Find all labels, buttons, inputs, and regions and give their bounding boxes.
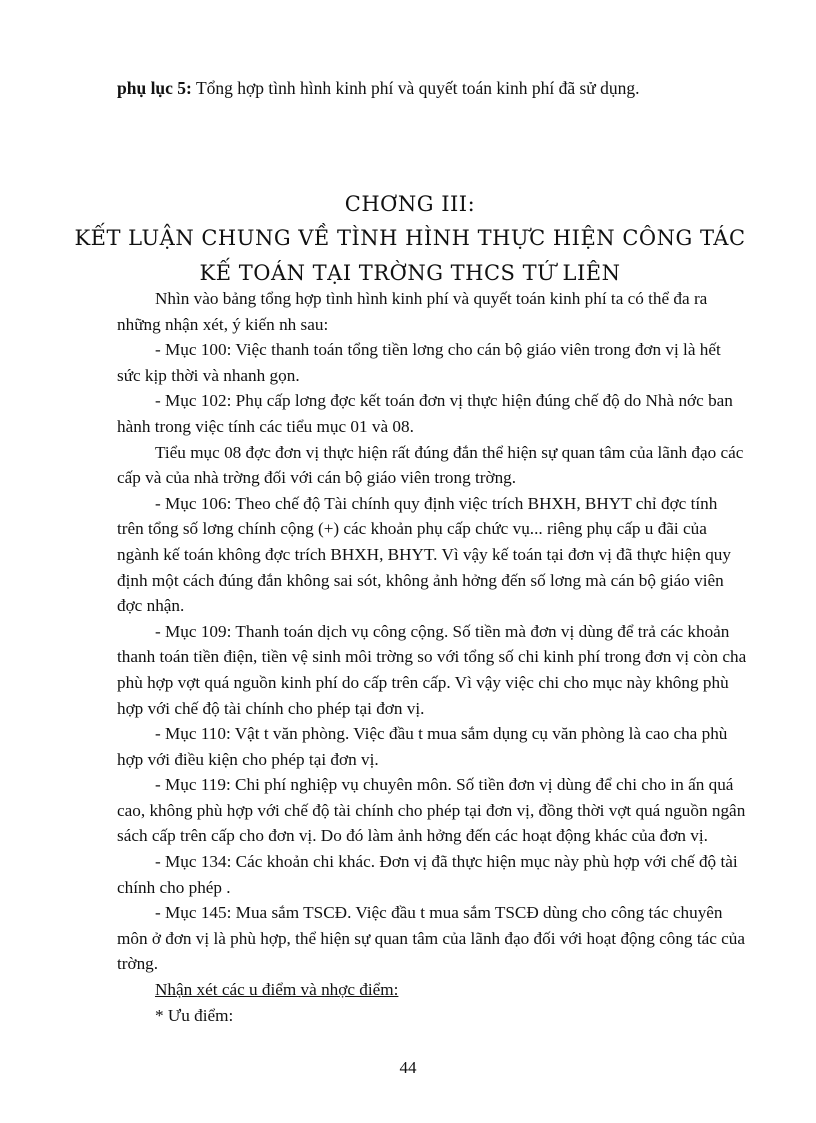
paragraph-muc-134: - Mục 134: Các khoản chi khác. Đơn vị đã thực hiện mục này phù hợp với chế độ tài chính cho phép .: [117, 852, 738, 897]
body-text: [117, 286, 747, 1028]
paragraph-muc-102: - Mục 102: Phụ cấp lơng đợc kết toán đơn vị thực hiện đúng chế độ do Nhà nớc ban hành trong việc tính các tiểu mục 01 và 08.: [117, 391, 733, 436]
paragraph-muc-110: - Mục 110: Vật t văn phòng. Việc đầu t mua sắm dụng cụ văn phòng là cao cha phù hợp với điều kiện cho phép tại đơn vị.: [117, 724, 728, 769]
paragraph-muc-109: - Mục 109: Thanh toán dịch vụ công cộng. Số tiền mà đơn vị dùng để trả các khoản thanh toán tiền điện, tiền vệ sinh môi trờng so với tổng số chi kinh phí trong đơn vị còn cha phù hợp vợt quá nguồn kinh phí do cấp trên cấp. Vì vậy việc chi cho mục này không phù hợp với chế độ tài chính cho phép tại đơn vị.: [117, 621, 747, 718]
page-number: 44: [399, 1058, 417, 1077]
paragraph-muc-100: - Mục 100: Việc thanh toán tổng tiền lơng cho cán bộ giáo viên trong đơn vị là hết sức kịp thời và nhanh gọn.: [117, 340, 721, 385]
paragraph-muc-106: - Mục 106: Theo chế độ Tài chính quy định việc trích BHXH, BHYT chỉ đợc tính trên tổng số lơng chính cộng (+) các khoản phụ cấp chức vụ... riêng phụ cấp u đãi của ngành kế toán không đợc trích BHXH, BHYT. Vì vậy kế toán tại đơn vị đã thực hiện quy định một cách đúng đắn không sai sót, không ảnh hởng đến số lơng mà cán bộ giáo viên đợc nhận.: [117, 493, 731, 616]
paragraph-intro: Nhìn vào bảng tổng hợp tình hình kinh phí và quyết toán kinh phí ta có thể đa ra những nhận xét, ý kiến nh sau:: [117, 289, 708, 334]
appendix-text: Tổng hợp tình hình kinh phí và quyết toán kinh phí đã sử dụng.: [191, 78, 640, 98]
paragraph-muc-119: - Mục 119: Chi phí nghiệp vụ chuyên môn. Số tiền đơn vị dùng để chi cho in ấn quá cao, không phù hợp với chế độ tài chính cho phép tại đơn vị, đồng thời vợt quá nguồn ngân sách cấp trên cấp cho đơn vị. Do đó làm ảnh hởng đến các hoạt động khác của đơn vị.: [117, 775, 746, 846]
paragraph-tieu-muc-08: Tiểu mục 08 đợc đơn vị thực hiện rất đúng đắn thể hiện sự quan tâm của lãnh đạo các cấp và của nhà trờng đối với cán bộ giáo viên trong trờng.: [117, 442, 744, 488]
advantages-heading: * Ưu điểm:: [155, 1005, 234, 1025]
appendix-line: [117, 78, 757, 99]
chapter-title-line-1: KẾT LUẬN CHUNG VỀ TÌNH HÌNH THỰC HIỆN CÔNG TÁC: [74, 226, 746, 250]
chapter-number: CHƠNG III:: [344, 192, 476, 216]
chapter-title-line-2: KẾ TOÁN TẠI TRỜNG THCS TỨ LIÊN: [199, 261, 621, 285]
appendix-label: phụ lục 5:: [117, 78, 192, 98]
paragraph-muc-145: - Mục 145: Mua sắm TSCĐ. Việc đầu t mua sắm TSCĐ dùng cho công tác chuyên môn ở đơn vị là phù hợp, thể hiện sự quan tâm của lãnh đạo đối với hoạt động công tác của trờng.: [117, 903, 745, 974]
subheading-review: Nhận xét các u điểm và nhợc điểm:: [155, 980, 399, 1000]
